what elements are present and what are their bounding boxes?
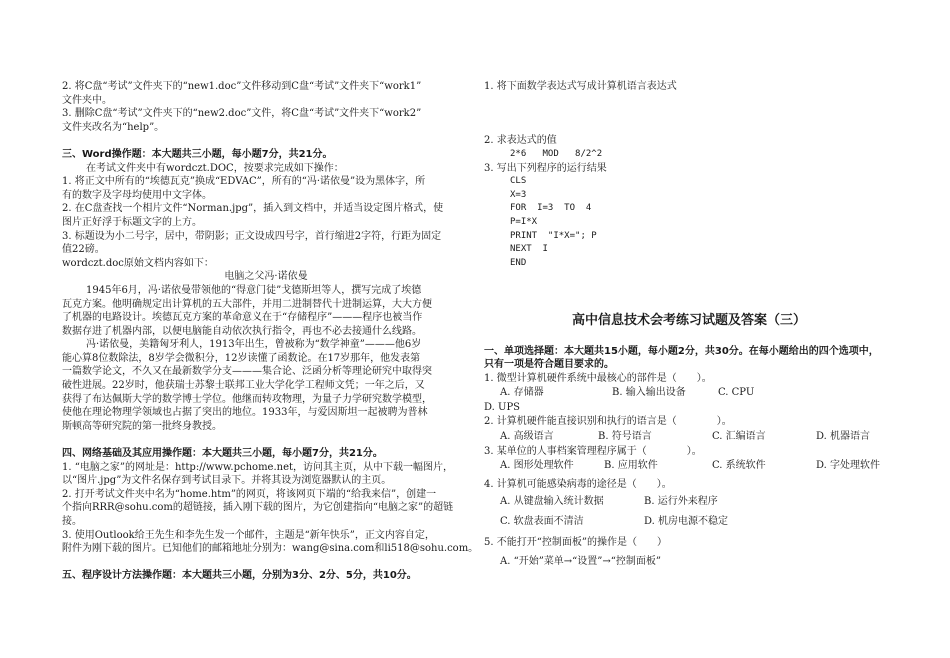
text-line: 1. 将正文中所有的“埃德瓦克”换成“EDVAC”，所有的“冯·诺依曼”设为黑体字，所 bbox=[62, 176, 426, 188]
text-line: 文件夹中。 bbox=[62, 94, 112, 106]
option: C. 汇编语言 bbox=[712, 430, 766, 442]
code-line: PRINT "I*X="; P bbox=[510, 230, 597, 241]
option: D. UPS bbox=[484, 402, 521, 414]
option: A. 高级语言 bbox=[500, 430, 554, 442]
mc-question-3: 3. 某单位的人事档案管理程序属于（ ）。 bbox=[484, 445, 702, 457]
option: C. 软盘表面不清洁 bbox=[500, 515, 584, 527]
question-2: 2. 求表达式的值 bbox=[484, 135, 557, 147]
option: D. 字处理软件 bbox=[816, 460, 881, 472]
text-line: 能心算8位数除法，8岁学会微积分，12岁读懂了函数论。在17岁那年，他发表第 bbox=[62, 352, 421, 364]
text-line: 3. 使用Outlook给王先生和李先生发一个邮件，主题是“新年快乐”，正文内容自定， bbox=[62, 529, 435, 541]
code-line: CLS bbox=[510, 176, 527, 187]
option: A. 存储器 bbox=[500, 387, 544, 399]
text-line: 获得了布达佩斯大学的数学博士学位。他继而转攻物理，为量子力学研究数学模型， bbox=[62, 393, 432, 405]
option: A. 从键盘输入统计数据 bbox=[500, 495, 604, 507]
text-line: 图片正好浮于标题文字的上方。 bbox=[62, 216, 202, 228]
text-line: wordczt.doc原始文档内容如下： bbox=[62, 257, 214, 269]
option: B. 符号语言 bbox=[598, 430, 652, 442]
option: A. 图形处理软件 bbox=[500, 460, 574, 472]
text-line: 冯·诺依曼，美籍匈牙利人，1913年出生，曾被称为“数学神童”———他6岁 bbox=[86, 339, 422, 351]
exam-title: 高中信息技术会考练习试题及答案（三） bbox=[571, 313, 806, 329]
mc-heading: 一、单项选择题：本大题共15小题，每小题2分，共30分。在每小题给出的四个选项中， bbox=[484, 345, 879, 357]
option: A. “开始”菜单→“设置”→“控制面板” bbox=[500, 556, 662, 568]
mc-options bbox=[484, 429, 894, 445]
mc-question-1: 1. 微型计算机硬件系统中最核心的部件是（ ）。 bbox=[484, 372, 712, 384]
option: B. 输入输出设备 bbox=[612, 387, 686, 399]
code-line: P=I*X bbox=[510, 216, 538, 227]
mc-question-5: 5. 不能打开“控制面板”的操作是（ ） bbox=[484, 536, 667, 548]
text-line: 2. 在C盘查找一个相片文件“Norman.jpg”，插入到文档中，并适当设定图片格式，使 bbox=[62, 203, 444, 215]
code-line: END bbox=[510, 257, 527, 268]
text-line: 破性进展。22岁时，他获瑞士苏黎士联邦工业大学化学工程师文凭；一年之后，又 bbox=[62, 380, 425, 392]
doc-title: 电脑之父冯·诺依曼 bbox=[224, 271, 308, 283]
right-column bbox=[484, 80, 894, 569]
text-line: 有的数字及字母均使用中文字体。 bbox=[62, 189, 212, 201]
mc-heading: 只有一项是符合题目要求的。 bbox=[484, 359, 614, 371]
text-line: 附件为刚下载的图片。已知他们的邮箱地址分别为：wang@sina.com和li518@sohu.com。 bbox=[62, 543, 479, 555]
mc-options bbox=[484, 492, 894, 512]
text-line: 斯顿高等研究院的第一批终身教授。 bbox=[62, 420, 222, 432]
mc-question-2: 2. 计算机硬件能直接识别和执行的语言是（ ）。 bbox=[484, 416, 732, 428]
text-line: 3. 标题设为小二号字，居中，带阴影；正文设成四号字，首行缩进2字符，行距为固定 bbox=[62, 230, 442, 242]
text-line: 使他在理论物理学领域也占据了突出的地位。1933年，与爱因斯坦一起被聘为普林 bbox=[62, 407, 428, 419]
text-line: 一篇数学论文，不久又在最新数学分支———集合论、泛函分析等理论研究中取得突 bbox=[62, 366, 432, 378]
option: B. 应用软件 bbox=[604, 460, 658, 472]
text-line: 个指向RRR@sohu.com的超链接，插入刚下载的图片，为它创建指向“电脑之家”的超链 bbox=[62, 502, 454, 514]
option: D. 机器语言 bbox=[816, 430, 871, 442]
expression: 2*6 MOD 8/2^2 bbox=[510, 148, 603, 159]
code-line: NEXT I bbox=[510, 244, 548, 255]
section-heading-network: 四、网络基础及其应用操作题：本大题共三小题，每小题7分，共21分。 bbox=[62, 448, 383, 460]
code-line: FOR I=3 TO 4 bbox=[510, 203, 592, 214]
text-line: 3. 删除C盘“考试”文件夹下的“new2.doc”文件，将C盘“考试”文件夹下“work2” bbox=[62, 108, 422, 120]
option: C. CPU bbox=[718, 387, 755, 399]
text-line: 值22磅。 bbox=[62, 244, 105, 256]
section-heading-programming: 五、程序设计方法操作题：本大题共三小题，分别为3分、2分、5分，共10分。 bbox=[62, 570, 417, 582]
text-line: 2. 将C盘“考试”文件夹下的“new1.doc”文件移动到C盘“考试”文件夹下“work1” bbox=[62, 81, 422, 92]
text-line: 2. 打开考试文件夹中名为“home.htm”的网页，将该网页下端的“给我来信”，创建一 bbox=[62, 488, 437, 500]
option: C. 系统软件 bbox=[712, 460, 766, 472]
text-line: 文件夹改名为“help”。 bbox=[62, 121, 165, 133]
text-line: 1. “电脑之家”的网址是：http://www.pchome.net，访问其主页，从中下载一幅图片， bbox=[62, 461, 454, 473]
mc-options bbox=[484, 512, 894, 532]
code-line: X=3 bbox=[510, 189, 527, 200]
text-line: 以“图片.jpg”为文件名保存到考试目录下。并将其设为浏览器默认的主页。 bbox=[62, 475, 392, 487]
left-column bbox=[62, 80, 479, 583]
text-line: 了机器的电路设计。埃德瓦克方案的革命意义在于“存储程序”———程序也被当作 bbox=[62, 312, 423, 324]
mc-question-4: 4. 计算机可能感染病毒的途径是（ ）。 bbox=[484, 479, 672, 491]
text-line: 在考试文件夹中有wordczt.DOC，按要求完成如下操作： bbox=[86, 162, 344, 174]
option: B. 运行外来程序 bbox=[644, 495, 718, 507]
section-heading-word: 三、Word操作题：本大题共三小题，每小题7分，共21分。 bbox=[62, 148, 333, 160]
text-line: 接。 bbox=[62, 516, 82, 527]
mc-options bbox=[484, 385, 894, 401]
text-line: 1945年6月，冯·诺依曼带领他的“得意门徒”戈德斯坦等人，撰写完成了埃德 bbox=[86, 284, 422, 296]
option: D. 机房电源不稳定 bbox=[644, 515, 729, 527]
text-line: 数据存进了机器内部，以便电脑能自动依次执行指令，再也不必去接通什么线路。 bbox=[62, 325, 422, 337]
question-1: 1. 将下面数学表达式写成计算机语言表达式 bbox=[484, 81, 677, 92]
question-3: 3. 写出下列程序的运行结果 bbox=[484, 162, 607, 174]
text-line: 瓦克方案。他明确规定出计算机的五大部件，并用二进制替代十进制运算，大大方便 bbox=[62, 298, 432, 310]
mc-options bbox=[484, 458, 894, 474]
